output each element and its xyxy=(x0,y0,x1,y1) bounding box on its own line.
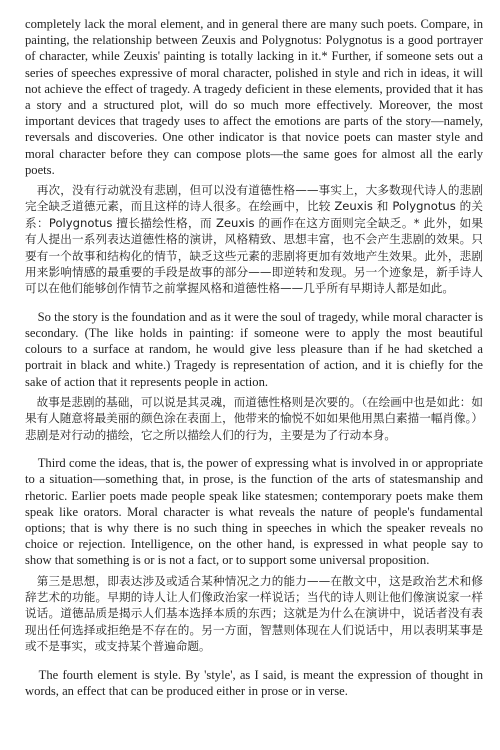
paragraph-en-1: completely lack the moral element, and in general there are many such poets. Compare, in painting, the relationship between Zeuxis and Polygnotus: Polygnotus is a good portrayer of character, while Zeuxis' painting is totally lacking in it.* Further, if someone sets out a series of speeches expressive of moral character, polished in style and rich in ideas, it will not achieve the effect of tragedy. A tragedy deficient in these elements, provided that it has a story and a structured plot, will do so much more effectively. Moreover, the most important devices that tragedy uses to affect the emotions are parts of the story—namely, reversals and discoveries. One other indicator is that novice poets can master style and moral character before they can compose plots—the same goes for almost all the early poets. xyxy=(25,17,483,177)
paragraph-en-2: So the story is the foundation and as it were the soul of tragedy, while moral character is secondary. (The like holds in painting: if someone were to apply the most beautiful colours to a surface at random, he would give less pleasure than if he had sketched a portrait in black and white.) Tragedy is representation of action, and it is chiefly for the sake of action that it represents people in action. xyxy=(25,309,483,389)
paragraph-zh-1: 再次，没有行动就没有悲剧，但可以没有道德性格——事实上，大多数现代诗人的悲剧完全缺乏道德元素，而且这样的诗人很多。在绘画中，比较 Zeuxis 和 Polygnotus 的关系：Polygnotus 擅长描绘性格，而 Zeuxis 的画作在这方面则完全缺乏。* 此外，如果有人提出一系列表达道德性格的演讲，风格精致、思想丰富，也不会产生悲剧的效果。只要有一个故事和结构化的情节，缺乏这些元素的悲剧将更加有效地产生效果。此外，悲剧用来影响情感的最重要的手段是故事的部分——即逆转和发现。另一个迹象是，新手诗人可以在他们能够创作情节之前掌握风格和道德性格——几乎所有早期诗人都是如此。 xyxy=(25,183,483,296)
paragraph-en-4: The fourth element is style. By 'style', as I said, is meant the expression of thought in words, an effect that can be produced either in prose or in verse. xyxy=(25,667,483,698)
paragraph-zh-2: 故事是悲剧的基础，可以说是其灵魂，而道德性格则是次要的。（在绘画中也是如此：如果有人随意将最美丽的颜色涂在表面上，他带来的愉悦不如如果他用黑白素描一幅肖像。）悲剧是对行动的描绘，它之所以描绘人们的行为，主要是为了行动本身。 xyxy=(25,394,483,442)
paragraph-zh-3: 第三是思想，即表达涉及或适合某种情况之力的能力——在散文中，这是政治艺术和修辞艺术的功能。早期的诗人让人们像政治家一样说话；当代的诗人则让他们像演说家一样说话。道德品质是揭示人们基本选择本质的东西；这就是为什么在演讲中，说话者没有表现出任何选择或拒绝是不存在的。另一方面，智慧则体现在人们说话中，用以表明某事是或不是事实，或支持某个普遍命题。 xyxy=(25,573,483,654)
paragraph-en-3: Third come the ideas, that is, the power of expressing what is involved in or appropriate to a situation—something that, in prose, is the function of the arts of statesmanship and rhetoric. Earlier poets made people speak like statesmen; contemporary poets make them speak like orators. Moral character is what reveals the nature of people's fundamental options; that is why there is no such thing in speeches in which the speaker reveals no choice or rejection. Intelligence, on the other hand, is expressed in what people say to show that something is or is not a fact, or to support some universal proposition. xyxy=(25,456,483,568)
document-page xyxy=(25,0,483,699)
